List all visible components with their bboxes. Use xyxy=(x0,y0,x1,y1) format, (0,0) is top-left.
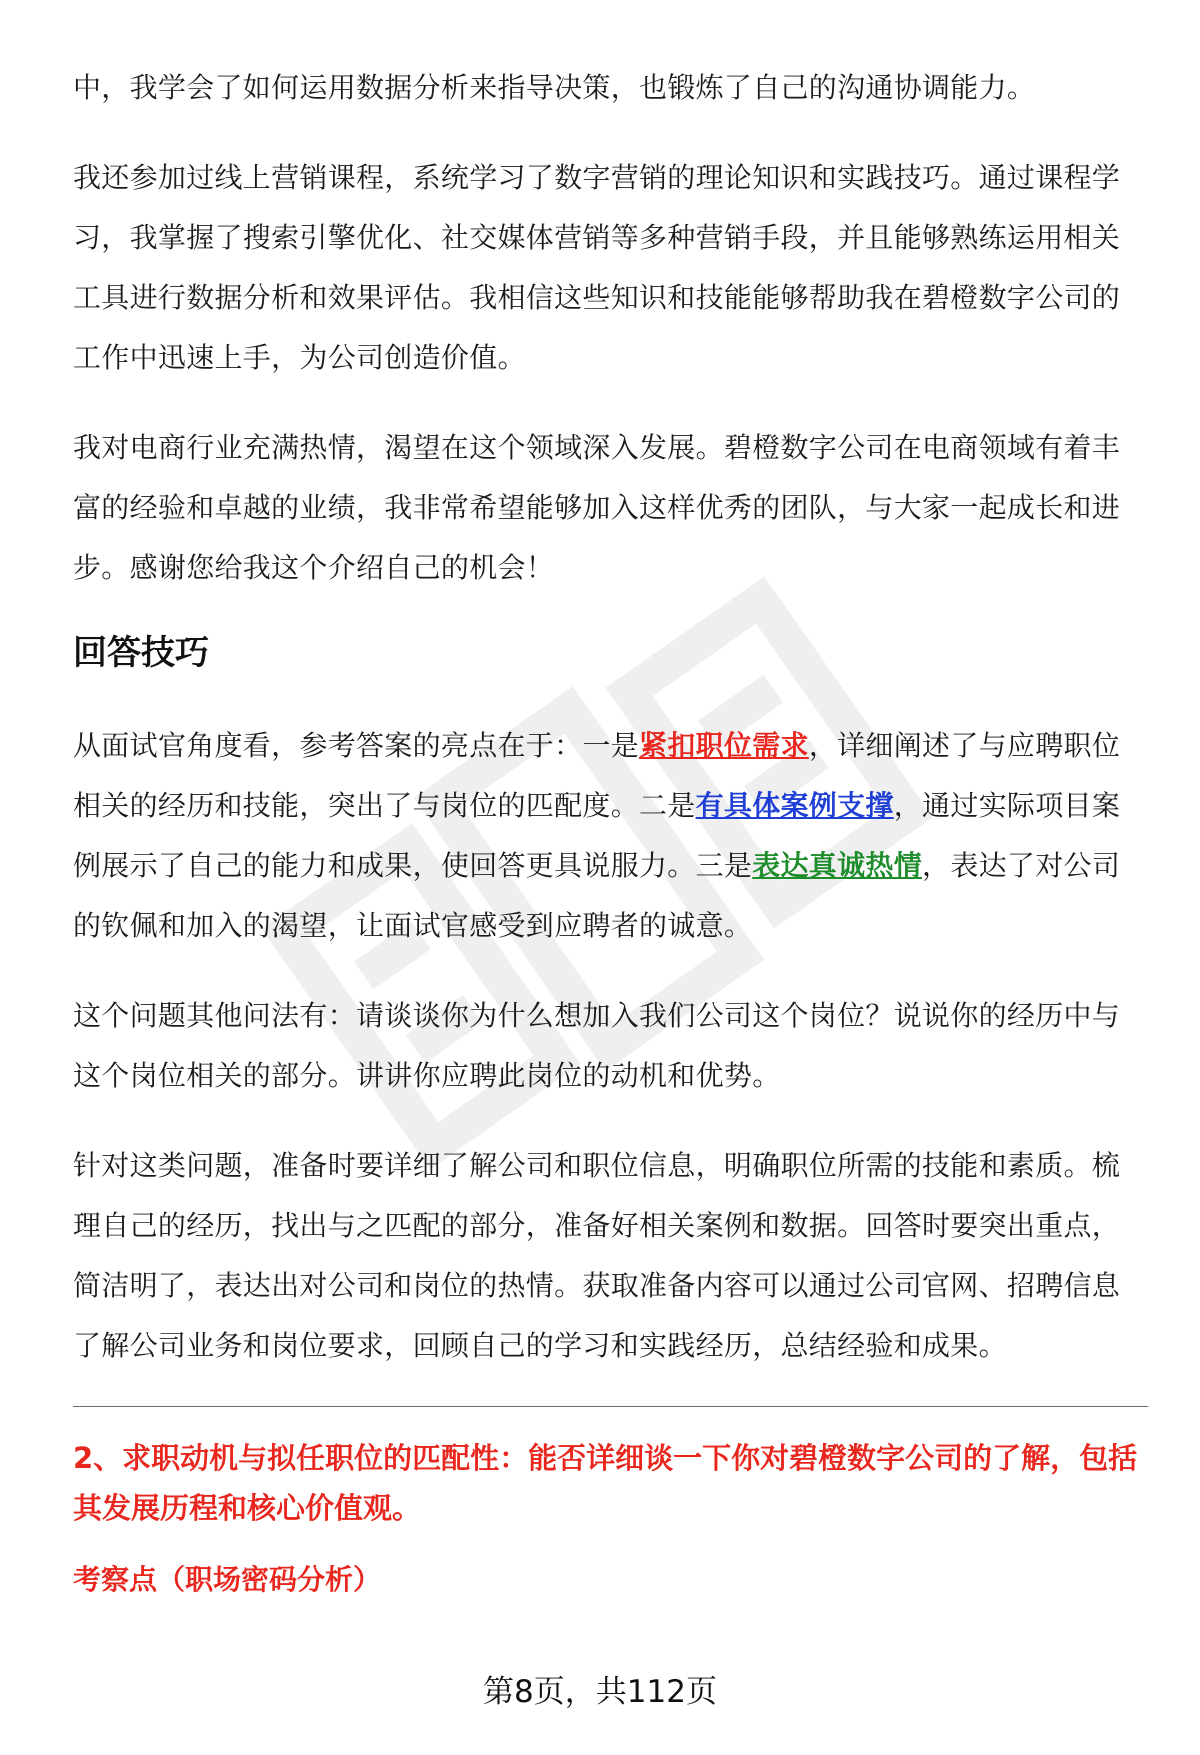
section-heading-answer-tips: 回答技巧 xyxy=(73,633,209,673)
paragraph-preparation-advice: 针对这类问题，准备时要详细了解公司和职位信息，明确职位所需的技能和素质。梳理自己的经历，找出与之匹配的部分，准备好相关案例和数据。回答时要突出重点，简洁明了，表达出对公司和岗位的热情。获取准备内容可以通过公司官网、招聘信息了解公司业务和岗位要求，回顾自己的学习和实践经历，总结经验和成果。 xyxy=(73,1149,1121,1362)
paragraph-marketing-course: 我还参加过线上营销课程，系统学习了数字营销的理论知识和实践技巧。通过课程学习，我掌握了搜索引擎优化、社交媒体营销等多种营销手段，并且能够熟练运用相关工具进行数据分析和效果评估。我相信这些知识和技能能够帮助我在碧橙数字公司的工作中迅速上手，为公司创造价值。 xyxy=(73,161,1121,374)
highlight-case-support: 有具体案例支撑 xyxy=(695,789,894,822)
highlight-job-requirements: 紧扣职位需求 xyxy=(639,729,809,762)
highlight-sincere-enthusiasm: 表达真诚热情 xyxy=(752,849,923,882)
exam-point-label: 考察点（职场密码分析） xyxy=(73,1563,382,1596)
tips-text-2: ，详细阐述了与应聘职位相关的经历和技能，突出了与岗位的匹配度。二是 xyxy=(73,729,1121,822)
tips-text-3: ，通过实际项目案例展示了自己的能力和成果，使回答更具说服力。三是 xyxy=(73,789,1121,882)
paragraph-answer-end: 中，我学会了如何运用数据分析来指导决策，也锻炼了自己的沟通协调能力。 xyxy=(73,71,1036,104)
next-question-heading: 2、求职动机与拟任职位的匹配性：能否详细谈一下你对碧橙数字公司的了解，包括其发展历程和核心价值观。 xyxy=(73,1441,1138,1525)
document-body xyxy=(73,58,1148,1605)
tips-text-4: ，表达了对公司的钦佩和加入的渴望，让面试官感受到应聘者的诚意。 xyxy=(73,849,1121,942)
paragraph-enthusiasm: 我对电商行业充满热情，渴望在这个领域深入发展。碧橙数字公司在电商领域有着丰富的经验和卓越的业绩，我非常希望能够加入这样优秀的团队，与大家一起成长和进步。感谢您给我这个介绍自己的机会！ xyxy=(73,431,1121,584)
section-divider xyxy=(73,1406,1148,1407)
page-number-footer: 第8页，共112页 xyxy=(483,1674,717,1710)
tips-text-1: 从面试官角度看，参考答案的亮点在于：一是 xyxy=(73,729,640,762)
paragraph-alternative-questions: 这个问题其他问法有：请谈谈你为什么想加入我们公司这个岗位？说说你的经历中与这个岗位相关的部分。讲讲你应聘此岗位的动机和优势。 xyxy=(73,999,1121,1092)
paragraph-tips xyxy=(73,716,1148,956)
